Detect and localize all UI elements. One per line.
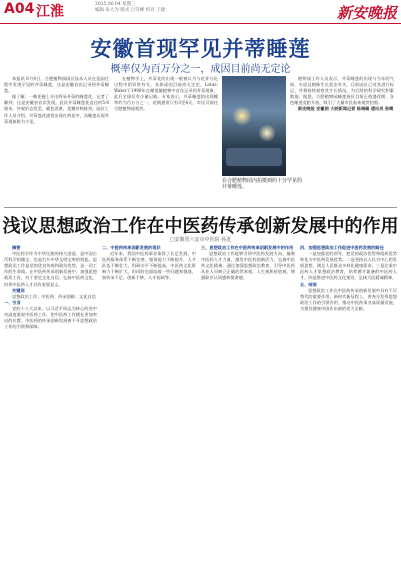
page-number: A04 [4, 1, 35, 17]
article2-column-1 [4, 245, 97, 580]
article1-col1-text: 据了解，一株花梗上开出两朵并蒂的睡莲花，记者了解到，这是安徽省首次发现。此次并蒂睡莲花直径约5-6厘米，外观形态优美，颜色淡黄，花瓣对称排列。园区工作人员介绍，并蒂莲花通常出现在荷花中，而睡莲出现并蒂现象极为少见。 [4, 94, 109, 124]
article1-col2-text: 在植物学上，并蒂花的出现一般被认为与花芽分化过程中的异常有关，具体成因目前尚无定论。Lotus-Water于1990年在睡莲属植物中首次记录到并蒂现象，此后全球仅有少量记载。专家表示，并蒂睡莲的出现概率约为百万分之一，花期通常只有3至4天，市民可前往合肥植物园观赏。 [114, 76, 218, 112]
article1-column-2 [114, 76, 218, 196]
lily-flower-highlight [258, 124, 276, 142]
section2-text: 近年来，我国中医药事业取得了长足发展，中医药服务体系不断完善，服务能力不断提升，人才队伍不断壮大，科研水平不断提高，中医药文化影响力不断扩大。但同时也面临着一些问题和挑战，如传承不足、创新不够、人才短缺等。 [102, 251, 196, 281]
photo-caption: 在合肥植物园内拍摄到的十分罕见的并蒂睡莲。 [222, 178, 303, 190]
article2-headline: 浅议思想政治工作在中医药传承创新发展中的作用 [2, 216, 399, 237]
article1-column-1 [4, 76, 109, 196]
article1-reporter: 新安晚报 安徽网 大皖新闻记者 陈瑞璐 通讯员 张晴 [298, 106, 394, 112]
article1-col3-text: 植物园工作人员表示，并蒂睡莲的出现与当年的气候、水质及植株生长状态有关，目前园区已对其进行标记，并将持续观察其生长情况，为后续的科学研究积累数据。据悉，合肥植物园睡莲展区目前正值盛花期，各色睡莲竞相开放，吸引了大量市民前来观赏拍照。 [290, 76, 394, 106]
section-divider [4, 207, 397, 208]
lily-flower-highlight [232, 106, 252, 126]
newspaper-logo: 新安晚报 [336, 4, 397, 22]
lily-pad-area [226, 148, 282, 166]
section2-title: 二、中医药传承创新发展的现状 [102, 245, 161, 250]
section3-text: 思想政治工作能够引领中医药发展方向，凝聚中医药人才力量，激发中医药创新活力，弘扬中医药文化精神。通过加强思想政治教育，引导中医药从业人员树立正确的世界观、人生观和价值观，增强职业认同感和使命感。 [201, 251, 295, 281]
section1-text: 党的十八大以来，以习近平同志为核心的党中央高度重视中医药工作，把中医药工作摆在更加突出的位置。中医药的传承创新发展离不开思想政治工作的引领和保障。 [4, 305, 97, 330]
section5-text: 思想政治工作在中医药传承创新发展中具有不可替代的重要作用。新时代新征程上，要充分发挥思想政治工作的引领作用，推动中医药事业高质量发展，为建设健康中国作出新的更大贡献。 [300, 287, 397, 311]
article2-byline: □安徽省六安市中医院 孙进 [169, 237, 232, 243]
article1-column-3 [290, 76, 394, 196]
section1-title: 一、引言 [4, 299, 21, 305]
article1-headline: 安徽首现罕见并蒂睡莲 [90, 37, 311, 61]
issue-meta [95, 2, 165, 13]
article1-lead: 本报讯 6月4日，合肥植物园园区技术人员在巡园过程中发现罕见的并蒂睡莲，这是安徽首次记录到并蒂睡莲。 [4, 76, 109, 94]
article2-column-3 [201, 245, 295, 580]
section3-title: 三、思想政治工作在中医药传承创新发展中的作用 [201, 245, 294, 250]
article1-subheadline: 概率仅为百万分之一，成因目前尚无定论 [110, 64, 291, 75]
issue-date: 2025.06.04 星期三 [95, 2, 136, 7]
section-name: 江淮 [36, 4, 64, 20]
article2-column-2 [102, 245, 196, 580]
abstract-text: 中医药学作为中华民族的伟大创造，是中国古代科学的瑰宝，也是打开中华文明宝库的钥匙。思想政治工作是党的优良传统和政治优势，是一切工作的生命线。在中医药传承创新发展中，加强思想政治工作，对于坚定文化自信、弘扬中医药文化、培养中医药人才具有重要意义。 [4, 251, 97, 287]
keywords-label: 关键词 [12, 287, 25, 293]
section4-title: 四、加强思想政治工作促进中医药发展的路径 [300, 245, 384, 250]
article2-column-4 [300, 245, 397, 580]
abstract-label: 摘要 [12, 245, 21, 250]
water-lily-photo [222, 76, 286, 176]
masthead [0, 0, 401, 24]
editor-credits: 编辑 朱大为 版式 吕雪峰 校对 王捷 [95, 7, 166, 13]
section5-title: 五、结语 [300, 281, 317, 287]
section4-text: 一是加强党的领导，把党的政治优势和组织优势转化为中医药发展优势。二是坚持以人民为中心的发展思想，满足人民群众多样化健康需求。三是注重中医药人才思想政治教育，培养德才兼备的中医药人才。四是推进中医药文化建设，弘扬大医精诚精神。 [300, 251, 397, 281]
keywords-text: 思想政治工作；中医药；传承创新；文化自信 [12, 293, 96, 299]
